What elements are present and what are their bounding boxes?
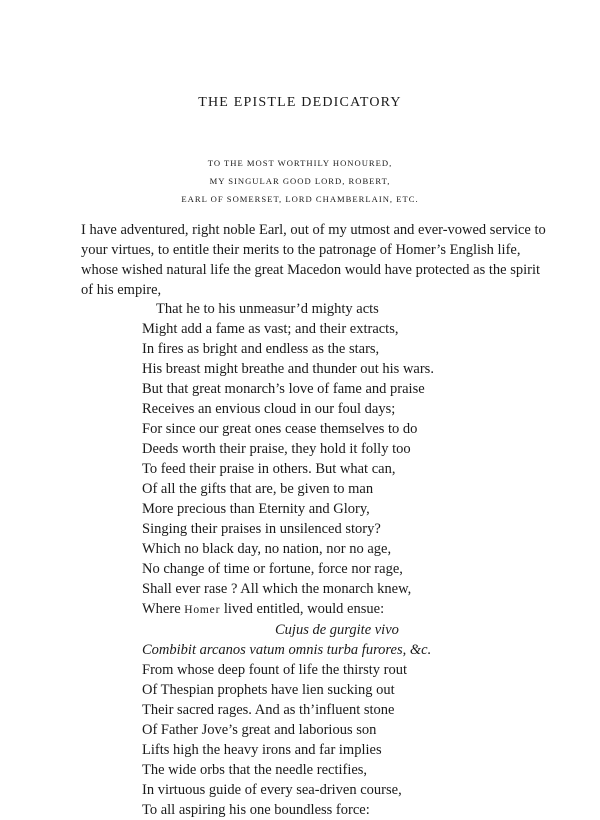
poem-line: From whose deep fount of life the thirsty rout bbox=[142, 662, 407, 678]
poem-line: Shall ever rase ? All which the monarch knew, bbox=[142, 581, 412, 597]
poem-line: Deeds worth their praise, they hold it folly too bbox=[142, 441, 411, 457]
poem-line: Which no black day, no nation, nor no age, bbox=[142, 541, 392, 557]
poem-line: The wide orbs that the needle rectifies, bbox=[142, 762, 368, 778]
intro-paragraph bbox=[81, 220, 586, 300]
dedication-block bbox=[0, 154, 600, 208]
dedication-line: TO THE MOST WORTHILY HONOURED, bbox=[207, 158, 393, 168]
poem-line: No change of time or fortune, force nor rage, bbox=[142, 561, 403, 577]
homer-line-after: lived entitled, would ensue: bbox=[220, 601, 385, 617]
latin-quote-line: Cujus de gurgite vivo bbox=[275, 622, 399, 638]
poem-line: His breast might breathe and thunder out his wars. bbox=[142, 361, 434, 377]
poem-line: That he to his unmeasur’d mighty acts bbox=[156, 301, 379, 317]
latin-quote-line: Combibit arcanos vatum omnis turba furores, &c. bbox=[142, 642, 432, 658]
intro-line: I have adventured, right noble Earl, out of my utmost and ever-vowed service to bbox=[81, 222, 546, 238]
poem-line: Lifts high the heavy irons and far implies bbox=[142, 742, 382, 758]
poem-line: In virtuous guide of every sea-driven course, bbox=[142, 782, 402, 798]
poem-line: For since our great ones cease themselves to do bbox=[142, 421, 418, 437]
poem-line: Receives an envious cloud in our foul days; bbox=[142, 401, 396, 417]
poem-line: To feed their praise in others. But what can, bbox=[142, 461, 396, 477]
poem-line: To all aspiring his one boundless force: bbox=[142, 802, 370, 818]
dedication-line: EARL OF SOMERSET, LORD CHAMBERLAIN, ETC. bbox=[181, 194, 419, 204]
homer-line-before: Where bbox=[142, 601, 185, 617]
poem-line: Of Thespian prophets have lien sucking out bbox=[142, 682, 395, 698]
poem-line: Of Father Jove’s great and laborious son bbox=[142, 722, 377, 738]
poem-line: But that great monarch’s love of fame and praise bbox=[142, 381, 425, 397]
intro-line: of his empire, bbox=[81, 282, 162, 298]
poem-line: Singing their praises in unsilenced story? bbox=[142, 521, 381, 537]
poem-line: In fires as bright and endless as the stars, bbox=[142, 341, 380, 357]
poem-line: Might add a fame as vast; and their extracts, bbox=[142, 321, 399, 337]
poem-line: More precious than Eternity and Glory, bbox=[142, 501, 370, 517]
poem-block bbox=[142, 299, 582, 820]
poem-line: Of all the gifts that are, be given to man bbox=[142, 481, 374, 497]
intro-line: your virtues, to entitle their merits to the patronage of Homer’s English life, bbox=[81, 242, 521, 258]
dedication-line: MY SINGULAR GOOD LORD, ROBERT, bbox=[209, 176, 391, 186]
poem-line-homer bbox=[142, 599, 582, 620]
poem-line: Their sacred rages. And as th’influent stone bbox=[142, 702, 395, 718]
homer-name: Homer bbox=[184, 604, 221, 616]
page-title: THE EPISTLE DEDICATORY bbox=[198, 95, 402, 110]
intro-line: whose wished natural life the great Macedon would have protected as the spirit bbox=[81, 262, 541, 278]
